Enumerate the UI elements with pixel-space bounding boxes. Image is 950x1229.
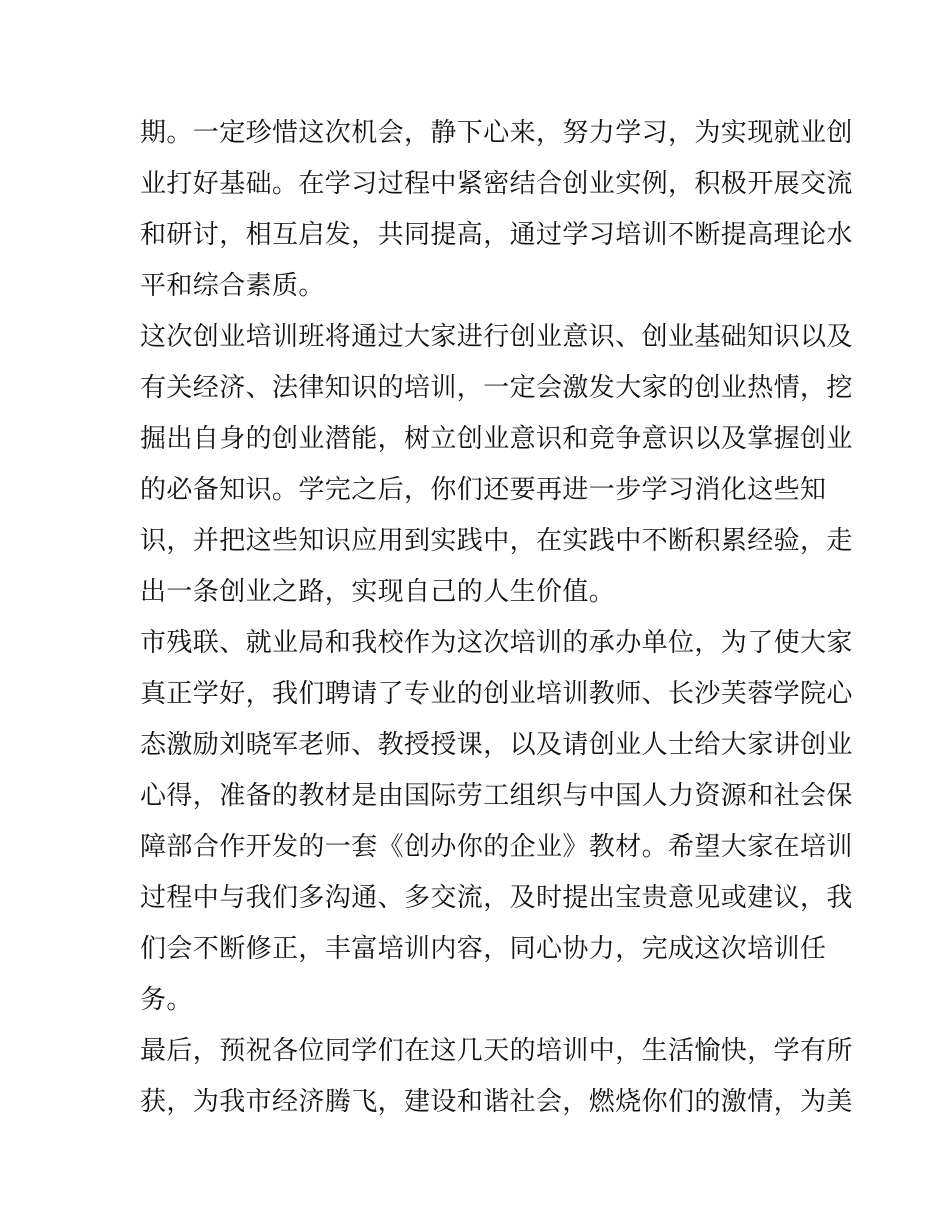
text-line: 掘出自身的创业潜能，树立创业意识和竞争意识以及掌握创业: [140, 424, 853, 454]
text-line: 市残联、就业局和我校作为这次培训的承办单位，为了使大家: [140, 628, 853, 658]
text-line: 障部合作开发的一套《创办你的企业》教材。希望大家在培训: [140, 832, 853, 862]
text-line: 出一条创业之路，实现自己的人生价值。: [140, 577, 616, 607]
text-line: 态激励刘晓军老师、教授授课，以及请创业人士给大家讲创业: [140, 730, 853, 760]
text-line: 最后，预祝各位同学们在这几天的培训中，生活愉快，学有所: [140, 1036, 853, 1066]
document-body: [140, 108, 853, 1128]
text-line: 识，并把这些知识应用到实践中，在实践中不断积累经验，走: [140, 526, 853, 556]
text-line: 这次创业培训班将通过大家进行创业意识、创业基础知识以及: [140, 322, 853, 352]
text-line: 有关经济、法律知识的培训，一定会激发大家的创业热情，挖: [140, 373, 853, 403]
text-line: 过程中与我们多沟通、多交流，及时提出宝贵意见或建议，我: [140, 883, 853, 913]
text-line: 期。一定珍惜这次机会，静下心来，努力学习，为实现就业创: [140, 118, 853, 148]
text-line: 务。: [140, 985, 193, 1015]
text-line: 的必备知识。学完之后，你们还要再进一步学习消化这些知: [140, 475, 827, 505]
text-line: 真正学好，我们聘请了专业的创业培训教师、长沙芙蓉学院心: [140, 679, 853, 709]
text-line: 们会不断修正，丰富培训内容，同心协力，完成这次培训任: [140, 934, 827, 964]
text-line: 心得，准备的教材是由国际劳工组织与中国人力资源和社会保: [140, 781, 853, 811]
text-line: 和研讨，相互启发，共同提高，通过学习培训不断提高理论水: [140, 220, 853, 250]
text-line: 业打好基础。在学习过程中紧密结合创业实例，积极开展交流: [140, 169, 853, 199]
text-line: 获，为我市经济腾飞，建设和谐社会，燃烧你们的激情，为美: [140, 1087, 853, 1117]
text-line: 平和综合素质。: [140, 271, 325, 301]
